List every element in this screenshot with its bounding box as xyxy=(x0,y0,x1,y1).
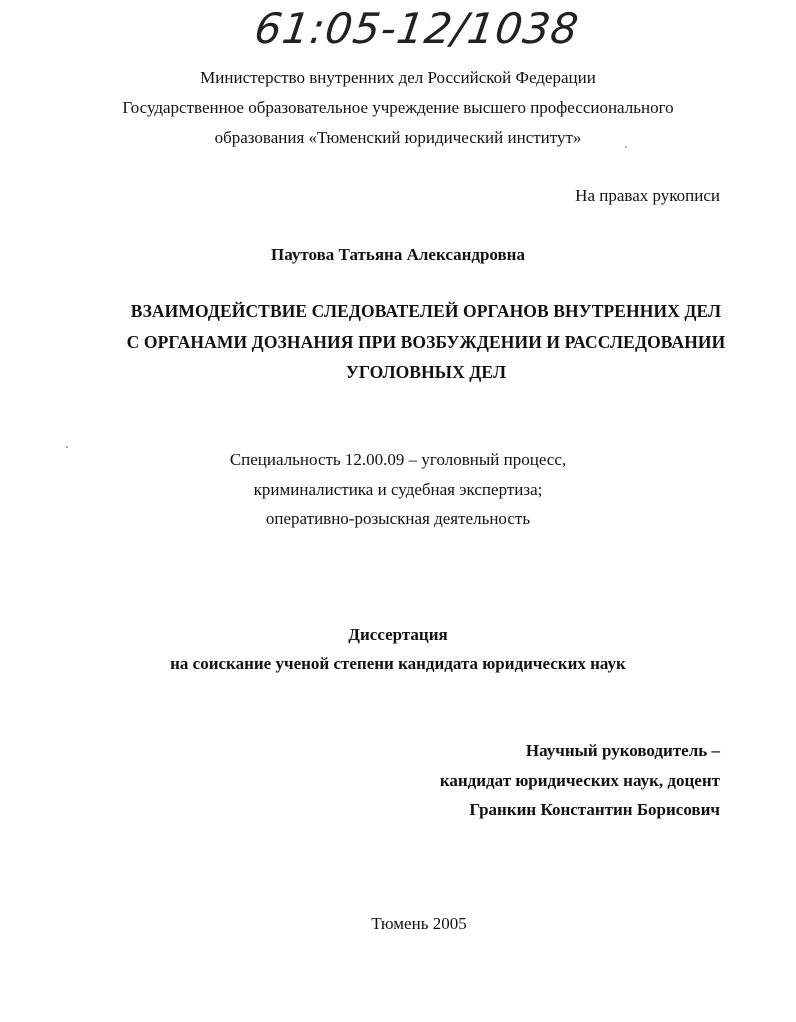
scan-speck xyxy=(625,146,627,148)
supervisor-label: Научный руководитель – xyxy=(525,741,720,760)
author-name: Паутова Татьяна Александровна xyxy=(271,245,525,264)
scan-speck xyxy=(66,446,68,448)
manuscript-note: На правах рукописи xyxy=(575,186,720,205)
dissertation-title-line-1: ВЗАИМОДЕЙСТВИЕ СЛЕДОВАТЕЛЕЙ ОРГАНОВ ВНУТРЕННИХ ДЕЛ xyxy=(130,301,722,321)
institution-line-3: образования «Тюменский юридический институт» xyxy=(214,128,582,147)
dissertation-title-line-2: С ОРГАНАМИ ДОЗНАНИЯ ПРИ ВОЗБУЖДЕНИИ И РАССЛЕДОВАНИИ xyxy=(126,332,726,352)
specialty-line-1: Специальность 12.00.09 – уголовный процесс, xyxy=(229,450,567,469)
specialty-line-3: оперативно-розыскная деятельность xyxy=(265,509,531,528)
supervisor-degree: кандидат юридических наук, доцент xyxy=(439,771,720,790)
archive-number-handwritten: 61:05-12/1038 xyxy=(251,4,583,53)
dissertation-subtitle: на соискание ученой степени кандидата юридических наук xyxy=(170,654,626,673)
ministry-line: Министерство внутренних дел Российской Федерации xyxy=(200,68,596,87)
dissertation-heading: Диссертация xyxy=(348,625,448,644)
dissertation-title-line-3: УГОЛОВНЫХ ДЕЛ xyxy=(345,362,507,382)
supervisor-name: Гранкин Константин Борисович xyxy=(469,800,720,819)
place-year: Тюмень 2005 xyxy=(371,914,467,933)
specialty-line-2: криминалистика и судебная экспертиза; xyxy=(253,480,543,499)
institution-line-2: Государственное образовательное учреждение высшего профессионального xyxy=(122,98,674,117)
